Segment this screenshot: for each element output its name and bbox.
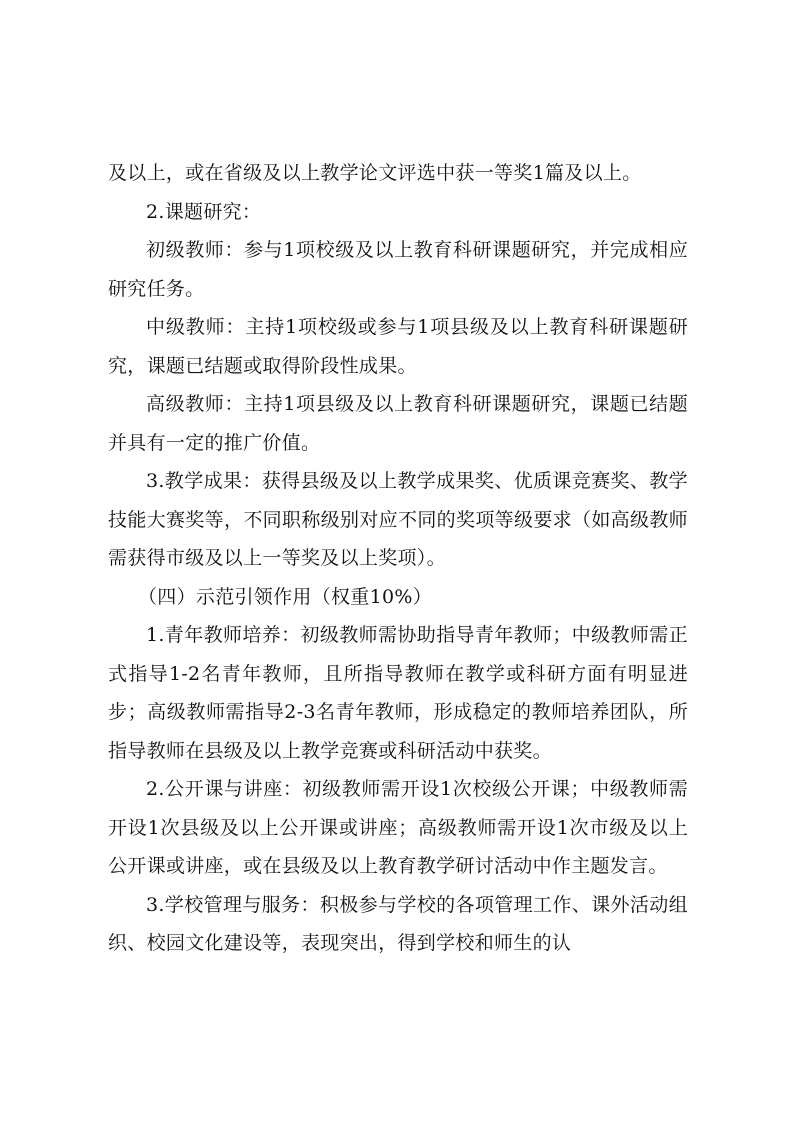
- paragraph-continuation: 及以上，或在省级及以上教学论文评选中获一等奖1篇及以上。: [108, 162, 642, 184]
- heading-research-projects: 2.课题研究：: [146, 200, 262, 223]
- paragraph-teaching-achievements: 3.教学成果：获得县级及以上教学成果奖、优质课竞赛奖、教学技能大赛奖等，不同职称级别对应不同的奖项等级要求（如高级教师需获得市级及以上一等奖及以上奖项）。: [108, 470, 688, 569]
- paragraph-school-management-service: 3.学校管理与服务：积极参与学校的各项管理工作、课外活动组织、校园文化建设等，表现突出，得到学校和师生的认: [108, 893, 688, 954]
- paragraph-open-classes-lectures: 2.公开课与讲座：初级教师需开设1次校级公开课；中级教师需开设1次县级及以上公开课或讲座；高级教师需开设1次市级及以上公开课或讲座，或在县级及以上教育教学研讨活动中作主题发言。: [108, 778, 688, 877]
- paragraph-young-teacher-training: 1.青年教师培养：初级教师需协助指导青年教师；中级教师需正式指导1-2名青年教师，且所指导教师在教学或科研方面有明显进步；高级教师需指导2-3名青年教师，形成稳定的教师培养团队，所指导教师在县级及以上教学竞赛或科研活动中获奖。: [108, 624, 688, 762]
- paragraph-senior-teacher-research: 高级教师：主持1项县级及以上教育科研课题研究，课题已结题并具有一定的推广价值。: [108, 393, 688, 454]
- section-heading-demonstration-role: （四）示范引领作用（权重10%）: [138, 585, 433, 608]
- document-body: [108, 154, 688, 963]
- paragraph-junior-teacher-research: 初级教师：参与1项校级及以上教育科研课题研究，并完成相应研究任务。: [108, 239, 688, 300]
- paragraph-intermediate-teacher-research: 中级教师：主持1项校级或参与1项县级及以上教育科研课题研究，课题已结题或取得阶段性成果。: [108, 316, 688, 377]
